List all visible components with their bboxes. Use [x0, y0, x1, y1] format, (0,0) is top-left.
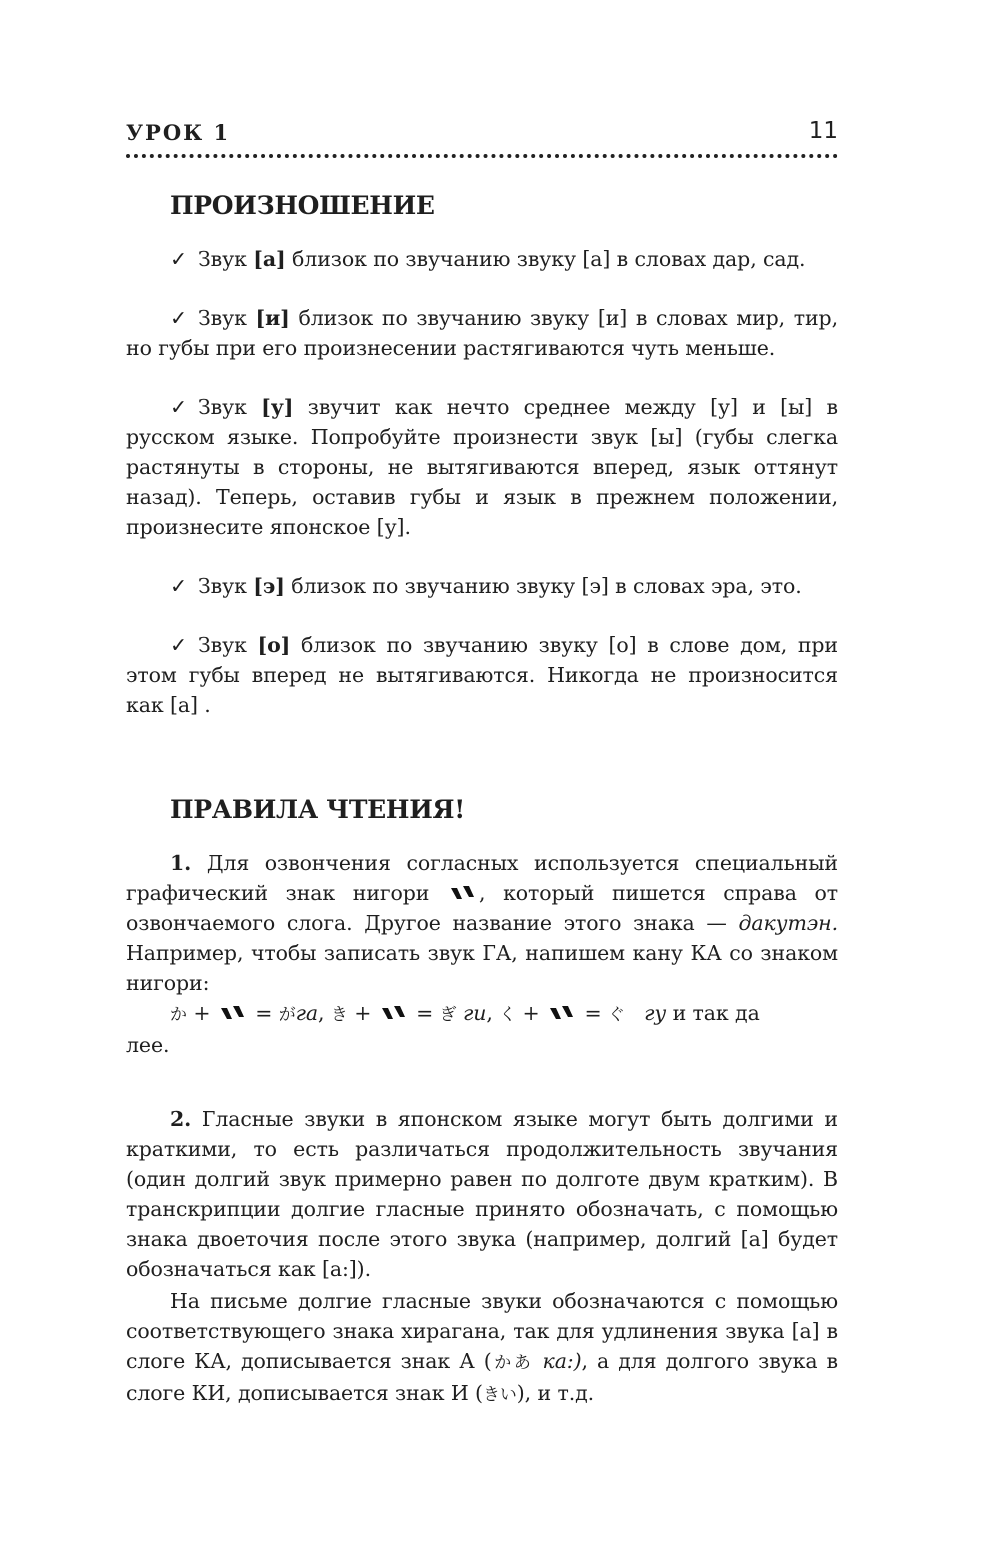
pronunciation-item: ✓ Звук [о] близок по звучанию звуку [о] в слове дом, при этом губы вперед не вытягиваются. Никогда не произносится как [а] .	[126, 630, 838, 720]
lesson-label: УРОК 1	[126, 120, 231, 145]
sound-label: [э]	[253, 574, 285, 598]
nigori-icon	[378, 1004, 410, 1022]
rule-2: 2. Гласные звуки в японском языке могут быть долгими и краткими, то есть различаться продолжительность звучания (один долгий звук примерно равен по долготе двум кратким). В транскрипции долгие гласные принято обозначать, с помощью знака двоеточия после этого звука (например, долгий [а] будет обозначаться как [а:]).	[126, 1107, 838, 1281]
check-icon: ✓	[170, 306, 188, 330]
page-number: 11	[808, 118, 838, 144]
nigori-icon	[447, 884, 479, 902]
check-icon: ✓	[170, 395, 188, 419]
rule-number: 2.	[170, 1107, 192, 1131]
pronunciation-item: ✓ Звук [э] близок по звучанию звуку [э] в словах эра, это.	[126, 571, 838, 601]
sound-label: [у]	[261, 395, 294, 419]
check-icon: ✓	[170, 247, 188, 271]
check-icon: ✓	[170, 633, 188, 657]
running-head	[126, 120, 838, 158]
section-title-pronunciation: ПРОИЗНОШЕНИЕ	[170, 191, 435, 220]
term-dakuten: дакутэн.	[738, 911, 838, 935]
nigori-examples-continued: лее.	[126, 1033, 170, 1057]
check-icon: ✓	[170, 574, 188, 598]
nigori-icon	[546, 1004, 578, 1022]
rule-2-continued: На письме долгие гласные звуки обозначаются с помощью соответствующего знака хирагана, так для удлинения звука [а] в слоге КА, дописывается знак А (かあ ка:), а для долгого звука в слоге КИ, дописывается знак И (きい), и т.д.	[126, 1289, 838, 1405]
rule-number: 1.	[170, 851, 192, 875]
nigori-icon	[217, 1004, 249, 1022]
page-content	[126, 186, 838, 1410]
pronunciation-item: ✓ Звук [а] близок по звучанию звуку [а] в словах дар, сад.	[126, 244, 838, 274]
section-title-reading-rules: ПРАВИЛА ЧТЕНИЯ!	[170, 795, 465, 824]
sound-label: [о]	[257, 633, 291, 657]
sound-label: [и]	[255, 306, 290, 330]
pronunciation-item: ✓ Звук [у] звучит как нечто среднее между [у] и [ы] в русском языке. Попробуйте произнести звук [ы] (губы слегка растянуты в стороны, не вытягиваются вперед, язык оттянут назад). Теперь, оставив губы и язык в прежнем положении, произнесите японское [у].	[126, 392, 838, 542]
nigori-examples: か + = がга, き + = ぎ ги, く + = ぐ гу и так да	[170, 1001, 760, 1025]
sound-label: [а]	[253, 247, 286, 271]
pronunciation-item: ✓ Звук [и] близок по звучанию звуку [и] в словах мир, тир, но губы при его произнесении растягиваются чуть меньше.	[126, 303, 838, 363]
rule-1: 1. Для озвончения согласных используется специальный графический знак нигори , который пишется справа от озвончаемого слога. Другое название этого знака — дакутэн. Например, чтобы записать звук ГА, напишем кану КА со знаком нигори:	[126, 851, 838, 995]
